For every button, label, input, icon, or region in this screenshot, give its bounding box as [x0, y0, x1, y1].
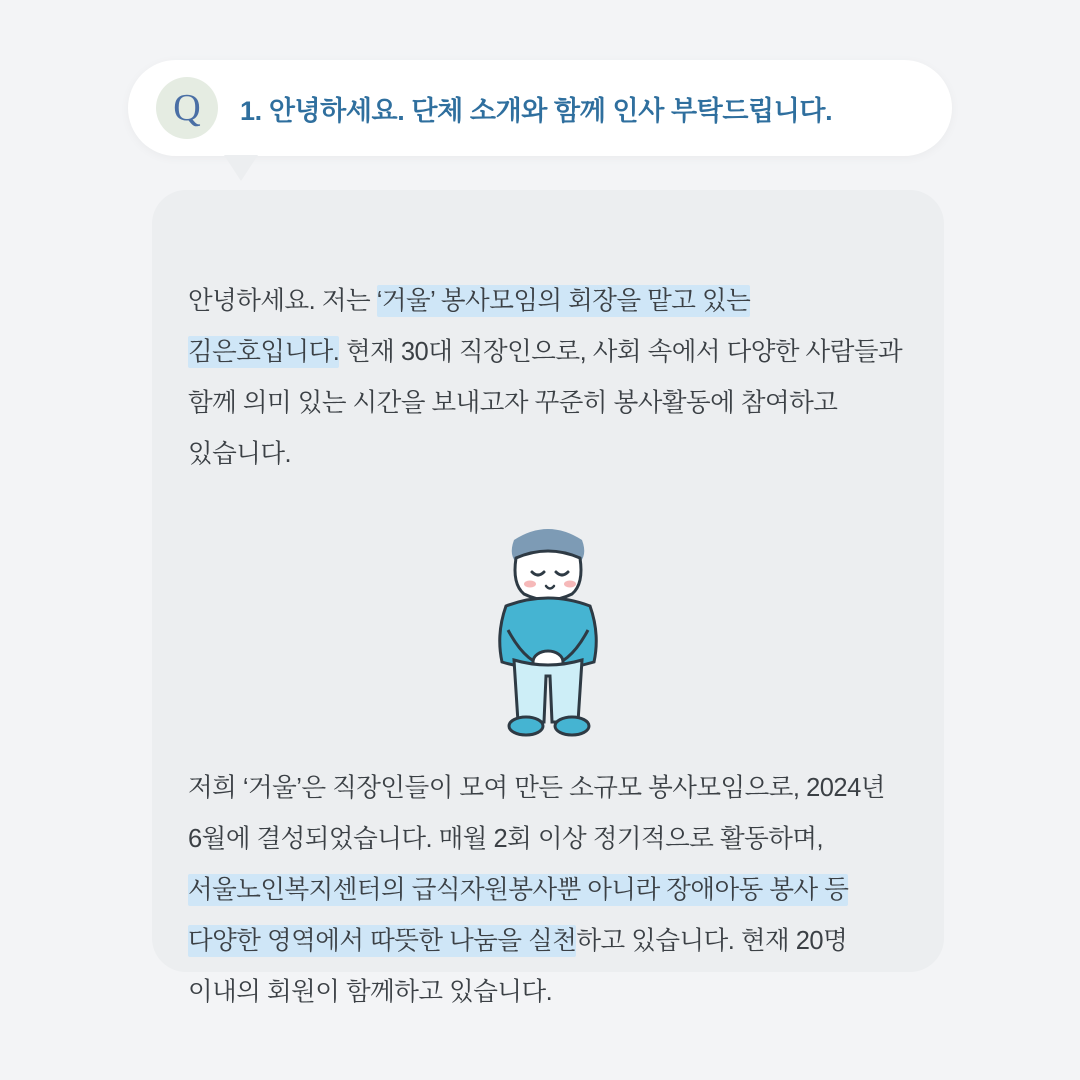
question-badge-icon: Q: [156, 77, 218, 139]
answer-p2-highlight: 서울노인복지센터의 급식자원봉사뿐 아니라 장애아동 봉사 등 다양한 영역에서 따뜻한 나눔을 실천: [188, 876, 849, 955]
answer-p2-post: 하고 있습니다. 현재 20명 이내의 회원이 함께하고 있습니다.: [188, 927, 848, 1006]
answer-card: [152, 190, 944, 1006]
illustration-container: [188, 505, 908, 745]
person-bowing-icon: [458, 510, 638, 740]
answer-paragraph-1: [188, 276, 908, 480]
answer-paragraph-2: [188, 763, 908, 1018]
answer-p1-post: 현재 30대 직장인으로, 사회 속에서 다양한 사람들과 함께 의미 있는 시간을 보내고자 꾸준히 봉사활동에 참여하고 있습니다.: [188, 337, 903, 468]
answer-p1-highlight: ‘거울’ 봉사모임의 회장을 맡고 있는 김은호입니다.: [188, 286, 751, 366]
question-bubble: [128, 60, 952, 156]
answer-p1-pre: 안녕하세요. 저는: [188, 286, 377, 315]
answer-p2-pre: 저희 ‘거울’은 직장인들이 모여 만든 소규모 봉사모임으로, 2024년 6월에 결성되었습니다. 매월 2회 이상 정기적으로 활동하며,: [188, 774, 885, 853]
question-text: 1. 안녕하세요. 단체 소개와 함께 인사 부탁드립니다.: [240, 95, 833, 126]
bubble-tail-icon: [224, 155, 258, 181]
